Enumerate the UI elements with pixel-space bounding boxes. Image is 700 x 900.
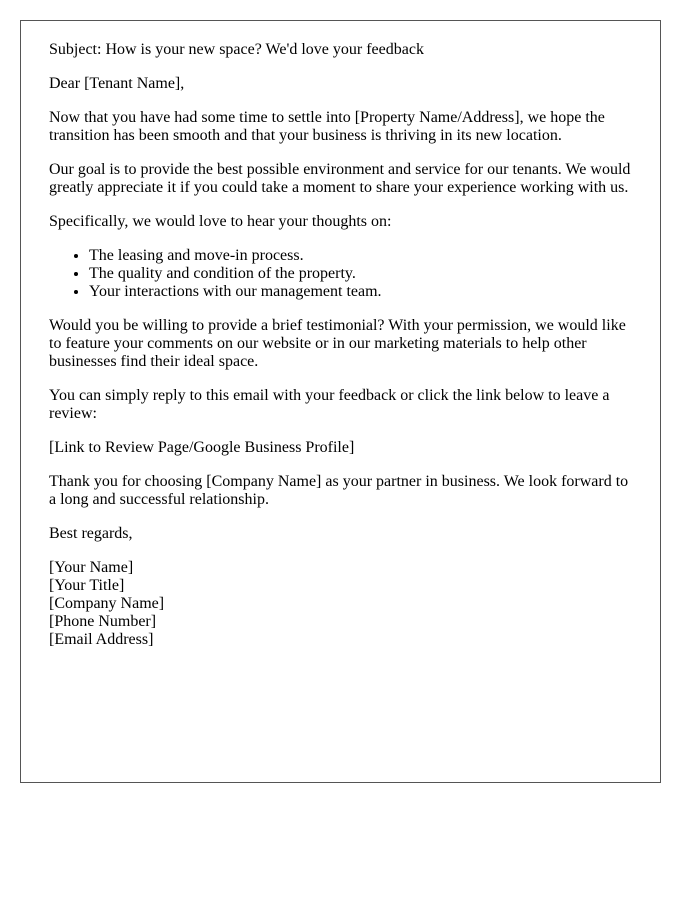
paragraph-testimonial: Would you be willing to provide a brief testimonial? With your permission, we would like to feature your comments on our website or in our marketing materials to help other businesses find their ideal space. [49,317,626,370]
signature-title: [Your Title] [49,577,125,594]
signature-email: [Email Address] [49,631,154,648]
letter [20,20,661,783]
closing: Best regards, [49,525,133,542]
paragraph-goal: Our goal is to provide the best possible environment and service for our tenants. We would greatly appreciate it if you could take a moment to share your experience working with us. [49,161,631,196]
signature-block [49,559,632,649]
subject-line: Subject: How is your new space? We'd love your feedback [49,41,424,58]
review-link-placeholder: [Link to Review Page/Google Business Profile] [49,439,355,456]
paragraph-reply: You can simply reply to this email with your feedback or click the link below to leave a review: [49,387,610,422]
signature-name: [Your Name] [49,559,134,576]
greeting: Dear [Tenant Name], [49,75,185,92]
feedback-topics-list [49,247,632,301]
paragraph-thanks: Thank you for choosing [Company Name] as your partner in business. We look forward to a long and successful relationship. [49,473,629,508]
list-item: • The quality and condition of the property. [89,265,632,283]
signature-phone: [Phone Number] [49,613,157,630]
list-item: • The leasing and move-in process. [89,247,632,265]
list-item: • Your interactions with our management team. [89,283,632,301]
paragraph-intro: Now that you have had some time to settle into [Property Name/Address], we hope the transition has been smooth and that your business is thriving in its new location. [49,109,605,144]
paragraph-specifically: Specifically, we would love to hear your thoughts on: [49,213,392,230]
signature-company: [Company Name] [49,595,165,612]
